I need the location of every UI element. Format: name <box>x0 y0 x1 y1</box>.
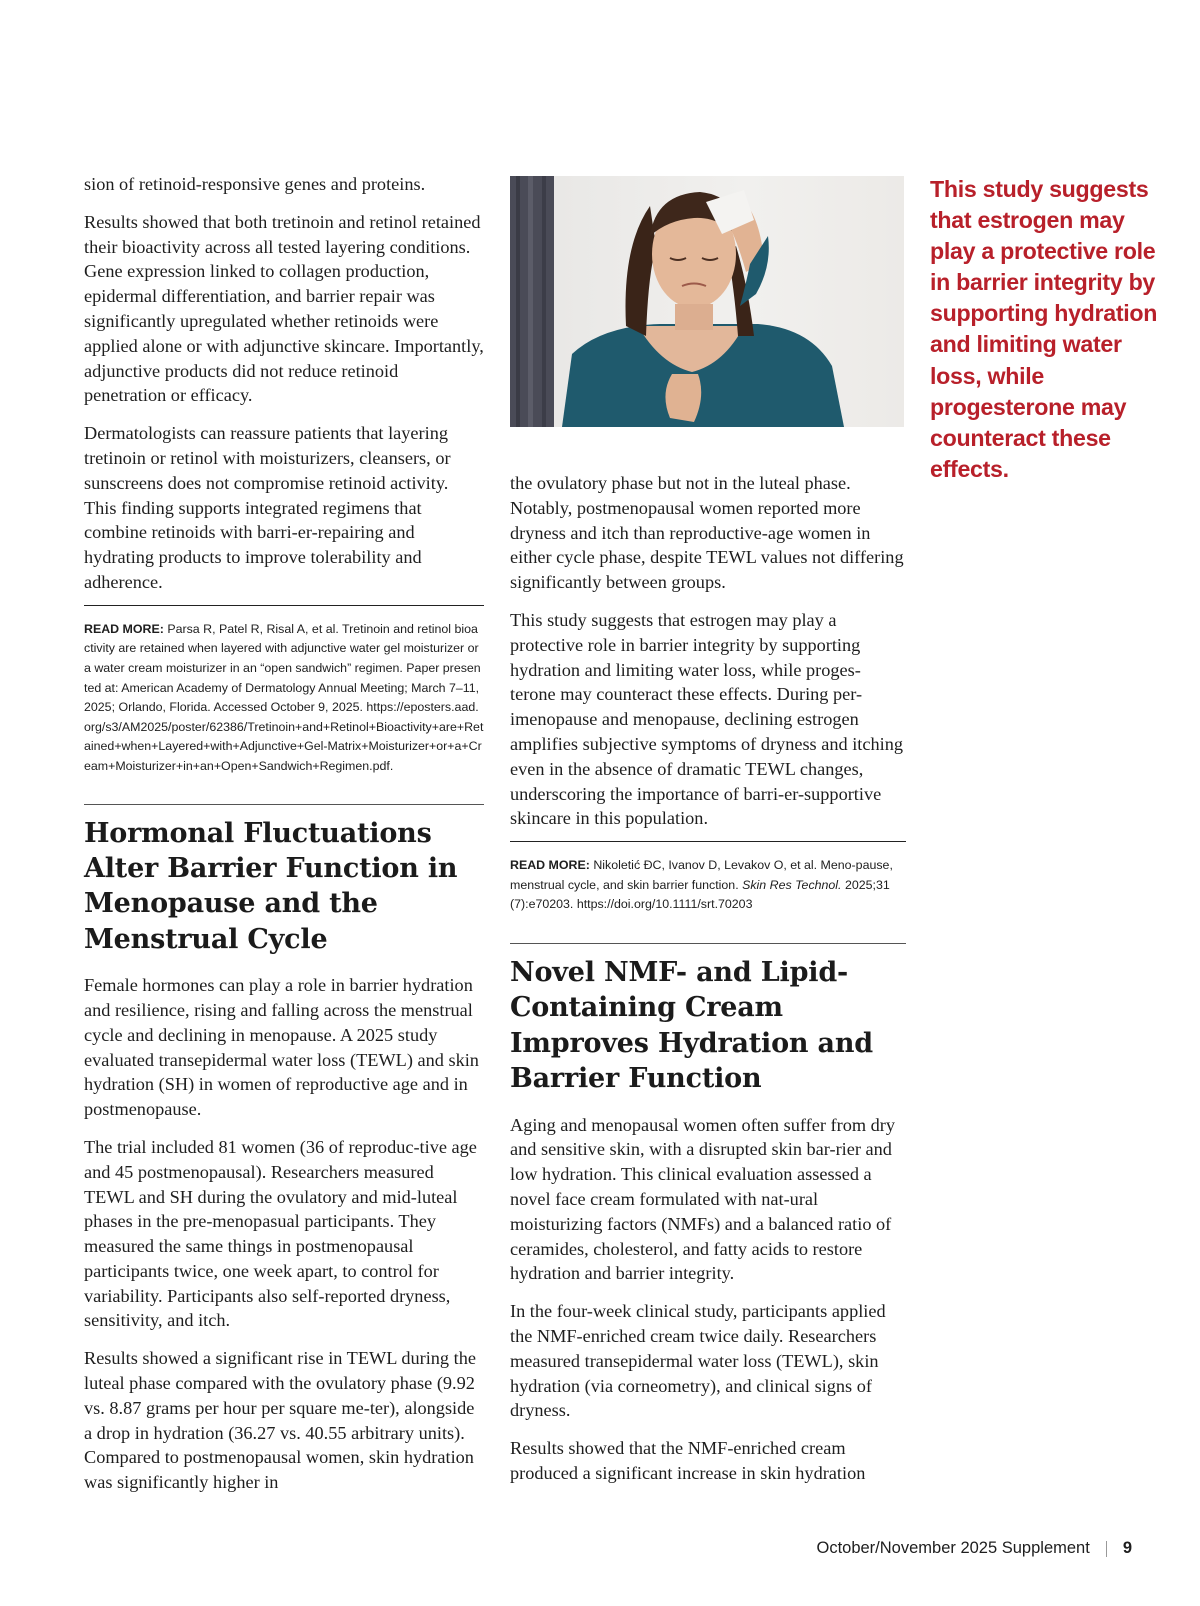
article2-read-more <box>510 856 906 915</box>
article2-paragraph-1: Female hormones can play a role in barrier hydration and resilience, rising and falling across the menstrual cycle and declining in menopause. A 2025 study evaluated transepidermal water loss (TEWL) and skin hydration (SH) in women of reproductive age and in postmenopause. <box>84 975 479 1120</box>
divider <box>510 841 906 842</box>
section-divider <box>510 943 906 944</box>
middle-column <box>510 176 906 1499</box>
publication-name: October/November 2025 Supplement <box>816 1539 1090 1557</box>
article1-paragraph-2: Results showed that both tretinoin and retinol retained their bioactivity across all tested layering conditions. Gene expression linked to collagen production, epidermal differentiation, and barrier repair was significantly upregulated whether retinoids were applied alone or with adjunctive skincare. Importantly, adjunctive products did not reduce retinoid penetration or efficacy. <box>84 211 484 406</box>
article3-paragraph-2: In the four-week clinical study, participants applied the NMF-enriched cream twice daily. Researchers measured transepidermal water loss (TEWL), skin hydration (via corneometry), and clinical signs of dryness. <box>510 1301 886 1421</box>
article3-heading: Novel NMF- and Lipid-Containing Cream Improves Hydration and Barrier Function <box>510 956 873 1095</box>
page-footer <box>816 1539 1132 1558</box>
read-more-label: READ MORE: <box>510 858 590 873</box>
woman-hot-flash-photo <box>510 176 904 427</box>
article2-paragraph-5: This study suggests that estrogen may play a protective role in barrier integrity by supporting hydration and limiting water loss, while proges-terone may counteract these effects. During per-imenopause and menopause, declining estrogen amplifies subjective symptoms of dryness and itching even in the absence of dramatic TEWL changes, underscoring the importance of barri-er-supportive skincare in this population. <box>510 609 903 829</box>
article3-paragraph-3: Results showed that the NMF-enriched cream produced a significant increase in skin hydration <box>510 1438 866 1483</box>
pull-quote: This study suggests that estrogen may play a protective role in barrier integrity by supporting hydration and limiting water loss, while progesterone may counteract these effects. <box>930 176 1158 482</box>
article2-heading: Hormonal Fluctuations Alter Barrier Function in Menopause and the Menstrual Cycle <box>84 817 458 955</box>
article3-paragraph-1: Aging and menopausal women often suffer from dry and sensitive skin, with a disrupted skin bar-rier and low hydration. This clinical evaluation assessed a novel face cream formulated with nat-ural moisturizing factors (NMFs) and a balanced ratio of ceramides, cholesterol, and fatty acids to restore hydration and barrier integrity. <box>510 1114 895 1284</box>
footer-separator <box>1106 1541 1107 1557</box>
read-more-citation: Parsa R, Patel R, Risal A, et al. Tretinoin and retinol bioactivity are retained when layered with adjunctive water gel moisturizer or a water cream moisturizer in an “open sandwich” regimen. Paper presented at: American Academy of Dermatology Annual Meeting; March 7–11, 2025; Orlando, Florida. Accessed October 9, 2025. https://eposters.aad.org/s3/AM2025/poster/62386/Tretinoin+and+Retinol+Bioactivity+are+Retained+when+Layered+with+Adjunctive+Gel-Matrix+Moisturizer+or+a+Cream+Moisturizer+in+an+Open+Sandwich+Regimen.pdf. <box>84 621 484 773</box>
article2-paragraph-3: Results showed a significant rise in TEWL during the luteal phase compared with the ovulatory phase (9.92 vs. 8.87 grams per hour per square me-ter), alongside a drop in hydration (36.27 vs. 40.55 arbitrary units). Compared to postmenopausal women, skin hydration was significantly higher in <box>84 1348 476 1493</box>
read-more-doi: 2025;31(7):e70203. https://doi.org/10.1111/srt.70203 <box>510 877 890 912</box>
read-more-label: READ MORE: <box>84 621 164 636</box>
article2-paragraph-4: the ovulatory phase but not in the luteal phase. Notably, postmenopausal women reported more dryness and itch than reproductive-age women in either cycle phase, despite TEWL values not differing significantly between groups. <box>510 473 904 593</box>
section-divider <box>84 804 484 805</box>
left-column <box>84 172 484 1508</box>
read-more-journal: Skin Res Technol. <box>742 877 842 892</box>
article1-paragraph-1: sion of retinoid-responsive genes and proteins. <box>84 174 426 194</box>
article2-paragraph-2: The trial included 81 women (36 of reproduc-tive age and 45 postmenopausal). Researchers measured TEWL and SH during the ovulatory and mid-luteal phases in the pre-menopasual participants. They measured the same things in postmenopausal participants twice, one week apart, to control for variability. Participants also self-reported dryness, sensitivity, and itch. <box>84 1136 477 1331</box>
photo-illustration <box>510 176 904 427</box>
article1-paragraph-3: Dermatologists can reassure patients that layering tretinoin or retinol with moisturizers, cleansers, or sunscreens does not compromise retinoid activity. This finding supports integrated regimens that combine retinoids with barri-er-repairing and hydrating products to improve tolerability and adherence. <box>84 423 451 592</box>
divider <box>84 605 484 606</box>
article1-read-more <box>84 620 484 777</box>
page-number: 9 <box>1122 1539 1132 1557</box>
read-more-citation: Nikoletić ĐC, Ivanov D, Levakov O, et al. Meno-pause, menstrual cycle, and skin barrier function. <box>510 858 893 892</box>
right-column <box>930 174 1170 485</box>
